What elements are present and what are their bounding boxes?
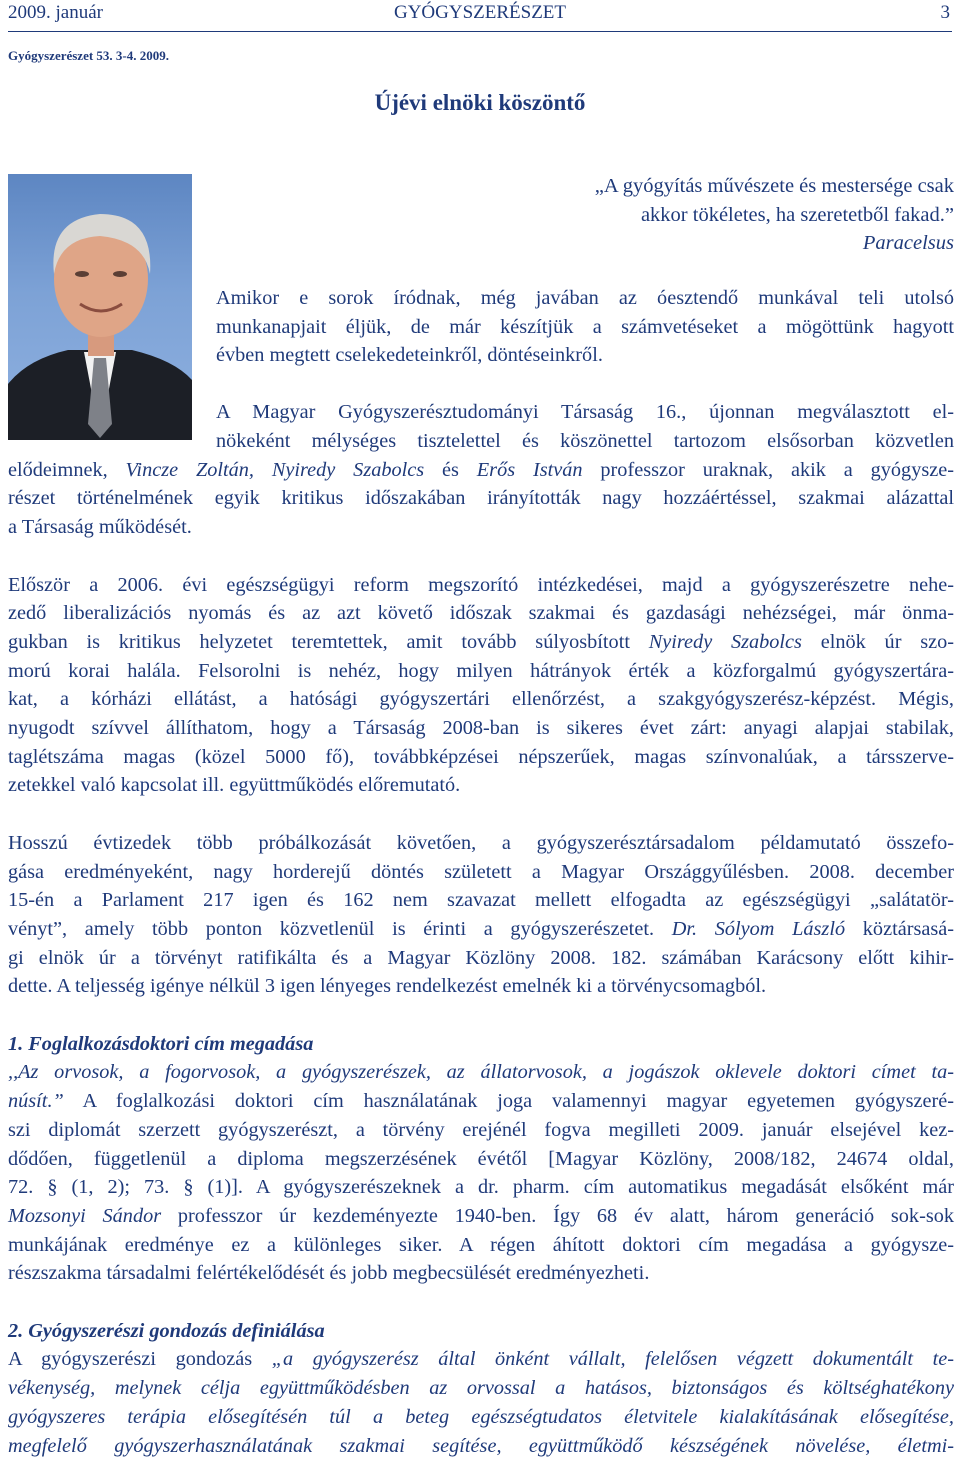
journal-reference: Gyógyszerészet 53. 3-4. 2009. (8, 48, 170, 63)
text-line: Először a 2006. évi egészségügyi reform megszorító intézkedései, majd a gyógyszerészetre nehe- (8, 573, 954, 596)
person-name: Nyiredy Szabolcs (648, 630, 802, 653)
text-run: professzor uraknak, akik a gyógysze- (582, 458, 954, 481)
text-run: professzor úr kezdeményezte 1940-ben. Így 68 év alatt, három generáció sok-sok (161, 1204, 954, 1227)
text-line: munkájának eredménye ez a különleges siker. A régen áhított doktori cím megadása a gyógysze- (8, 1233, 954, 1256)
text-line: gyógyszeres terápia elősegítésén túl a beteg egészségtudatos életvitele kialakításának elősegítése, (8, 1405, 954, 1428)
text-line: kat, a kórházi ellátást, a hatósági gyógyszertári ellenőrzést, a szakgyógyszerész-képzést. Mégis, (8, 688, 954, 711)
section-heading: 1. Foglalkozásdoktori cím megadása (8, 1032, 314, 1055)
section-heading: 2. Gyógyszerészi gondozás definiálása (8, 1319, 325, 1342)
portrait-illustration (8, 174, 192, 440)
text-line: részet történelmének egyik kritikus időszakában irányították nagy hozzáértéssel, szakmai alázattal (8, 487, 954, 510)
text-line (8, 1087, 954, 1116)
person-name: Erős István (476, 458, 583, 481)
text-line: 15-én a Parlament 217 igen és 162 nem szavazat mellett elfogadta az egészségügyi „salátatör- (8, 889, 954, 912)
paragraph-intro (216, 284, 954, 370)
paragraph-predecessors (8, 427, 954, 542)
article-title: Újévi elnöki köszöntő (374, 90, 586, 115)
text-line: nyugodt szívvel állíthatom, hogy a Társaság 2008-ban is sikeres évet zárt: anyagi alapjai stabilak, (8, 717, 954, 740)
text-line: szi diplomát szerzett gyógyszerészt, a törvény erejénél fogva megilleti 2009. január elsejével kez- (8, 1118, 954, 1141)
text-line: Amikor e sorok íródnak, még javában az óesztendő munkával teli utolsó (216, 287, 954, 309)
text-line: ,,Az orvosok, a fogorvosok, a gyógyszerészek, az állatorvosok, a jogászok oklevele doktori címet ta- (8, 1061, 954, 1084)
text-run: elődeimnek, (8, 458, 126, 481)
text-run: köztársasá- (845, 917, 955, 940)
text-line: munkanapjait éljük, de már készítjük a számvetéseket a mögöttünk hagyott (216, 315, 954, 338)
text-line: morú korai halála. Felsorolni is nehéz, hogy milyen hátrányok érték a közforgalmú gyógyszertára- (8, 659, 954, 682)
header-rule (8, 31, 952, 32)
text-line: A Magyar Gyógyszerésztudományi Társaság 16., újonnan megválasztott el- (216, 401, 954, 423)
epigraph-author: Paracelsus (862, 232, 954, 254)
text-line: zetekkel való kapcsolat ill. együttműködés előremutató. (8, 774, 461, 797)
text-line: 72. § (1, 2); 73. § (1)]. A gyógyszerészeknek a dr. pharm. cím automatikus megadását elsőként már (8, 1176, 954, 1199)
text-line: Hosszú évtizedek több próbálkozását követően, a gyógyszerésztársadalom példamutató összefo- (8, 831, 954, 854)
article-body (8, 427, 954, 1460)
page-number: 3 (940, 2, 950, 23)
author-portrait-photo (8, 174, 192, 440)
text-line (8, 915, 954, 944)
text-line: nökeként mélységes tisztelettel és köszönettel tartozom elsősorban közvetlen (216, 430, 954, 452)
text-run: A gyógyszerészi gondozás (8, 1348, 272, 1371)
person-name: Mozsonyi Sándor (8, 1204, 162, 1227)
section-pharmaceutical-care (8, 1317, 954, 1461)
text-line: taglétszáma magas (közel 5000 fő), továbbképzései népszerűek, magas színvonalúak, a társszerve- (8, 745, 954, 768)
text-run: „a gyógyszerész által önként vállalt, felelősen végzett dokumentált te- (271, 1348, 954, 1371)
text-run: és (424, 458, 477, 481)
text-line (8, 628, 954, 657)
paragraph-society-line1 (216, 398, 954, 427)
text-run: núsít.” (8, 1090, 64, 1113)
text-line (8, 456, 954, 485)
epigraph (434, 172, 954, 258)
text-line: gi elnök úr a törvényt ratifikálta és a Magyar Közlöny 2008. 182. számában Karácsony előtt kihir- (8, 946, 954, 969)
text-line (8, 1345, 954, 1374)
text-line: dődően, függetlenül a diploma megszerzésének évétől [Magyar Közlöny, 2008/182, 24674 oldal, (8, 1147, 954, 1170)
running-header-date: 2009. január (8, 2, 103, 23)
text-line: évben megtett cselekedeteinkről, döntéseinkről. (216, 344, 603, 367)
paragraph-reform (8, 571, 954, 801)
text-line: részszakma társadalmi felértékelődését és jobb megbecsülését eredményezheti. (8, 1262, 650, 1285)
text-run: vényt”, amely több ponton közvetlenül is érinti a gyógyszerészetet. (8, 917, 672, 940)
epigraph-line: „A gyógyítás művészete és mestersége csak (594, 175, 954, 197)
text-run: gukban is kritikus helyzetet teremtettek, amit tovább súlyosbított (8, 630, 649, 653)
epigraph-line: akkor tökéletes, ha szeretetből fakad.” (640, 203, 954, 226)
text-run: A foglalkozási doktori cím használatának joga valamennyi magyar egyetemen gyógyszeré- (63, 1090, 954, 1113)
person-name: Dr. Sólyom László (671, 917, 846, 940)
text-line: zedő liberalizációs nyomás és az azt követő időszak szakmai és gazdasági nehézségei, már önma- (8, 602, 954, 625)
section-doctor-title (8, 1030, 954, 1288)
text-line: a Társaság működését. (8, 516, 192, 539)
text-line: vékenység, melynek célja együttműködésben az orvossal a hatásos, biztonságos és költséghatékony (8, 1377, 954, 1400)
person-names: Vincze Zoltán, Nyiredy Szabolcs (125, 458, 425, 481)
text-line: megfelelő gyógyszerhasználatának szakmai segítése, együttműködő készségének növelése, életmi- (8, 1434, 954, 1457)
text-run: elnök úr szo- (801, 630, 954, 653)
paragraph-legislation (8, 829, 954, 1001)
text-line: dette. A teljesség igénye nélkül 3 igen lényeges rendelkezést emelnék ki a törvénycsomagból. (8, 975, 767, 998)
text-line: gása eredményeként, nagy horderejű döntés született a Magyar Országgyűlésben. 2008. december (8, 860, 954, 883)
running-header-section: GYÓGYSZERÉSZET (393, 2, 567, 23)
text-line (8, 1202, 954, 1231)
